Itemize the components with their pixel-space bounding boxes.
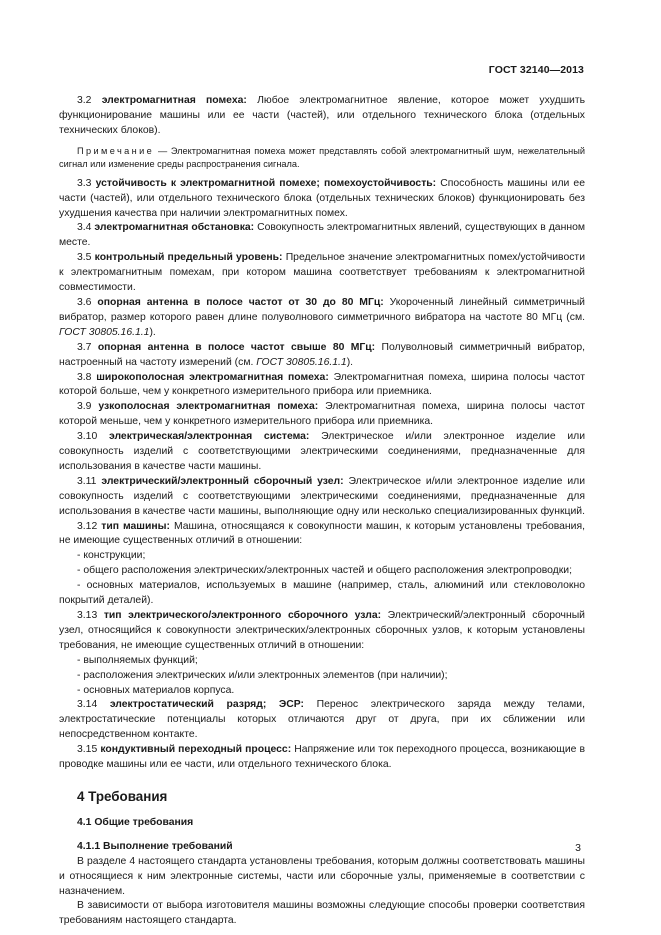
definition-3-15: 3.15 кондуктивный переходный процесс: Напряжение или ток переходного процесса, возникающие в проводке машины или ее части, или отдельного технического блока.: [59, 744, 586, 771]
standard-reference: ГОСТ 30805.16.1.1: [256, 356, 347, 368]
definition-3-8: 3.8 широкополосная электромагнитная помеха: Электромагнитная помеха, ширина полосы частот которой больше, чем у конкретного измерительного прибора или приемника.: [59, 371, 585, 398]
document-header: ГОСТ 32140—2013: [488, 64, 584, 76]
definition-3-4: 3.4 электромагнитная обстановка: Совокупность электромагнитных явлений, существующих в данном месте.: [59, 222, 585, 249]
note-label: Примечание: [77, 145, 155, 156]
definition-3-14: 3.14 электростатический разряд; ЭСР: Перенос электрического заряда между телами, электростатические потенциалы которых отличаются друг от друга, при их сближении или непосредственном контакте.: [59, 699, 585, 741]
list-item: - общего расположения электрических/электронных частей и общего расположения электропроводки;: [77, 565, 572, 577]
term: электростатический разряд; ЭСР:: [109, 699, 305, 711]
term: кондуктивный переходный процесс:: [100, 744, 292, 756]
definition-3-6: 3.6 опорная антенна в полосе частот от 30 до 80 МГц: Укороченный линейный симметричный вибратор, размер которого равен длине полуволнового симметричного вибратора на частоте 80 МГц (см. ГОСТ 30805.16.1.1).: [59, 296, 585, 338]
term: электромагнитная обстановка:: [94, 222, 255, 234]
subsubsection-title: 4.1.1 Выполнение требований: [77, 840, 233, 852]
paragraph: В зависимости от выбора изготовителя машины возможны следующие способы проверки соответствия требованиям настоящего стандарта.: [59, 900, 585, 927]
term: тип электрического/электронного сборочного узла:: [103, 610, 382, 621]
term: электрическая/электронная система:: [108, 431, 310, 443]
definition-3-2: 3.2 электромагнитная помеха: Любое электромагнитное явление, которое может ухудшить функционирование машины или ее части (частей), или отдельного технического блока (отдельных технических блоков).: [59, 95, 586, 136]
term: электрический/электронный сборочный узел:: [101, 475, 344, 487]
list-item: - расположения электрических и/или электронных элементов (при наличии);: [77, 669, 448, 681]
term: широкополосная электромагнитная помеха:: [96, 371, 329, 383]
definition-3-12: 3.12 тип машины: Машина, относящаяся к совокупности машин, к которым установлены требования, не имеющие существенных отличий в отношении:: [59, 520, 585, 547]
page-number: 3: [575, 842, 581, 854]
list-item: - конструкции;: [77, 550, 146, 562]
subsection-title: 4.1 Общие требования: [77, 816, 194, 828]
definition-3-13: 3.13 тип электрического/электронного сборочного узла: Электрический/электронный сборочный узел, относящийся к совокупности электрических/электронных сборочных узлов, к которым установлены требования, не имеющие существенных отличий в отношении:: [59, 610, 585, 651]
list-item: - основных материалов, используемых в машине (например, сталь, алюминий или стекловолокно покрытий деталей).: [59, 580, 585, 607]
definition-3-9: 3.9 узкополосная электромагнитная помеха: Электромагнитная помеха, ширина полосы частот которой меньше, чем у конкретного измерительного прибора или приемника.: [59, 401, 586, 428]
definition-3-7: 3.7 опорная антенна в полосе частот свыше 80 МГц: Полуволновый симметричный вибратор, настроенный на частоту измерений (см. ГОСТ 30805.16.1.1).: [59, 341, 585, 368]
note: Примечание — Электромагнитная помеха может представлять собой электромагнитный шум, нежелательный сигнал или изменение среды распространения сигнала.: [59, 145, 585, 169]
definition-3-10: 3.10 электрическая/электронная система: Электрическое и/или электронное изделие или совокупность изделий с соответствующими электрическими соединениями, предназначенные для использования в качестве части машины.: [59, 431, 586, 472]
term: устойчивость к электромагнитной помехе; помехоустойчивость:: [95, 177, 437, 189]
term: тип машины:: [101, 520, 170, 532]
list-item: - основных материалов корпуса.: [77, 684, 235, 696]
definition-3-11: 3.11 электрический/электронный сборочный узел: Электрическое и/или электронное изделие или совокупность изделий с соответствующими электрическими соединениями, предназначенные для использования в качестве части машины, выполняющие одну или несколько специализированных функций.: [59, 475, 586, 517]
list-item: - выполняемых функций;: [77, 654, 198, 666]
standard-reference: ГОСТ 30805.16.1.1: [59, 326, 150, 338]
term: узкополосная электромагнитная помеха:: [98, 401, 319, 413]
term: электромагнитная помеха:: [101, 95, 247, 106]
term: опорная антенна в полосе частот от 30 до 80 МГц:: [97, 296, 384, 308]
page-content: [59, 94, 585, 929]
paragraph: В разделе 4 настоящего стандарта установлены требования, которым должны соответствовать машины и относящиеся к ним электронные системы, части или сборочные узлы, применяемые в соответствии с назначением.: [59, 855, 585, 897]
definition-3-5: 3.5 контрольный предельный уровень: Предельное значение электромагнитных помех/устойчивости к электромагнитным помехам, при котором машина соответствует требованиям к электромагнитной совместимости.: [59, 252, 586, 294]
term: опорная антенна в полосе частот свыше 80 МГц:: [97, 341, 376, 353]
term: контрольный предельный уровень:: [94, 252, 283, 264]
section-title: 4 Требования: [77, 788, 168, 804]
definition-3-3: 3.3 устойчивость к электромагнитной помехе; помехоустойчивость: Способность машины или ее части (частей), или отдельного технического блока (отдельных технических блоков) функционировать без ухудшения качества при наличии электромагнитных помех.: [59, 177, 585, 219]
